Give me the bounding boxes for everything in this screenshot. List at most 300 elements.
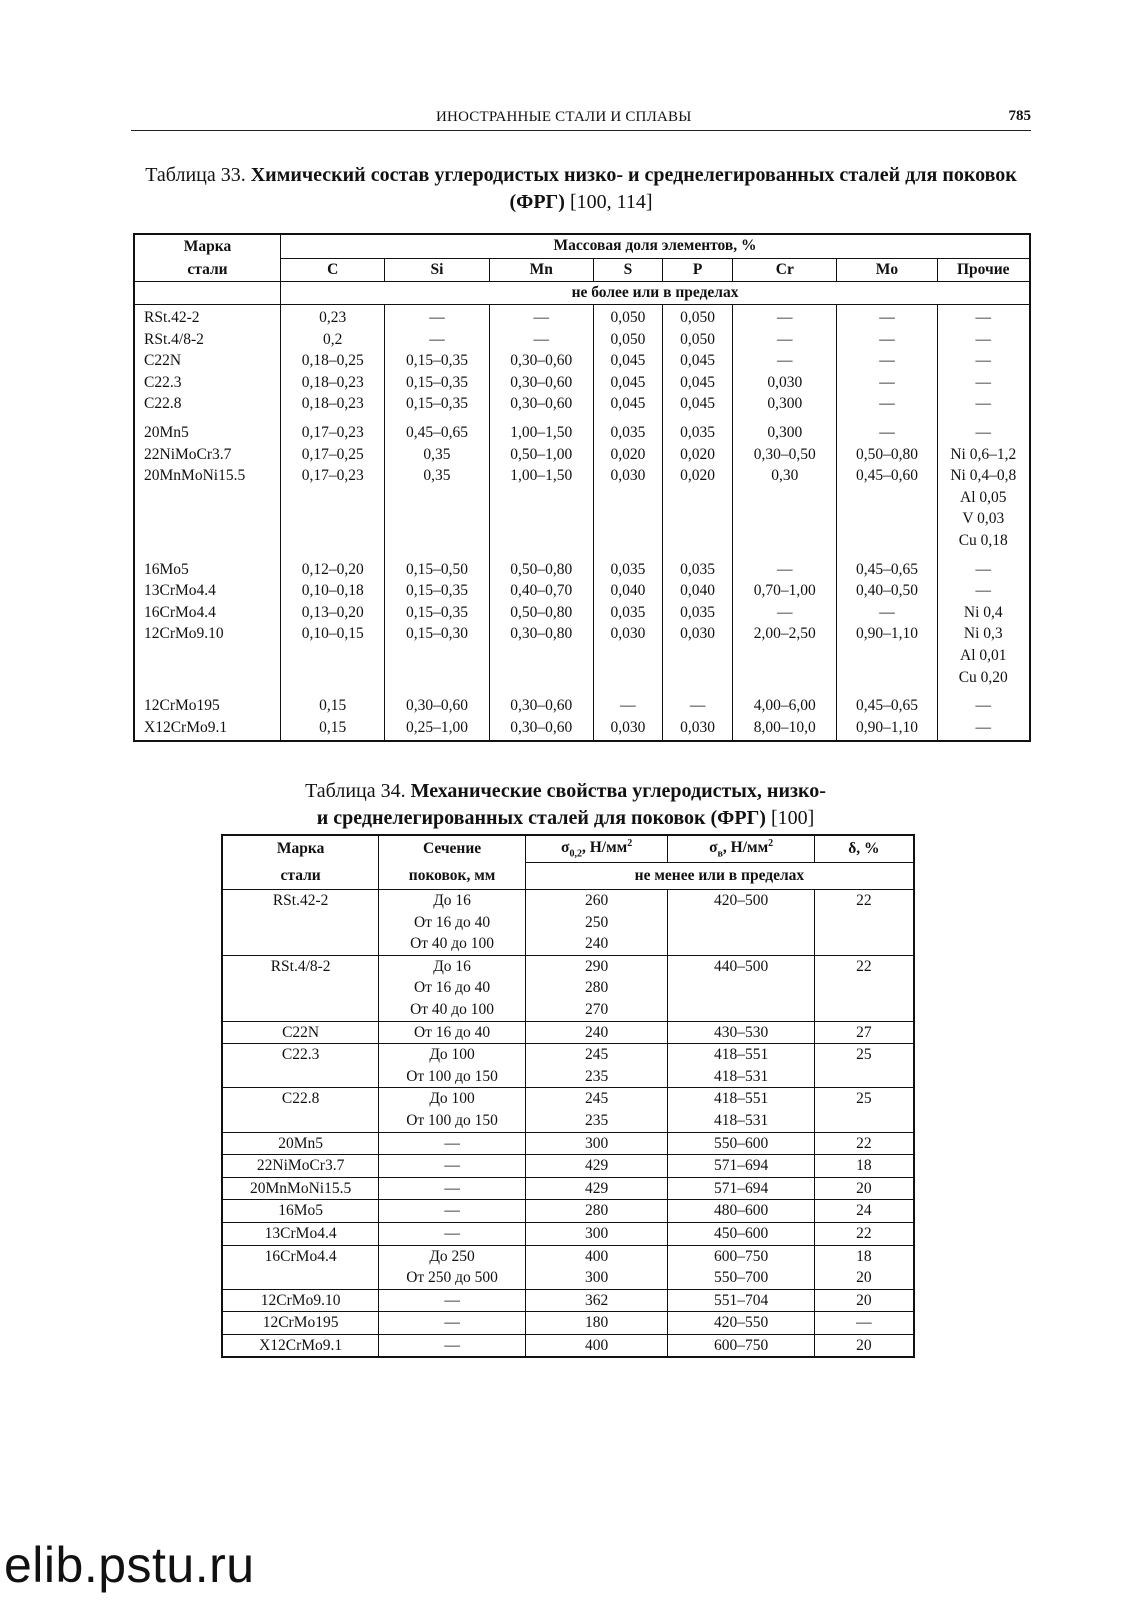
cell-line: 240 — [584, 935, 609, 953]
cell-line: 0,50–0,80 — [510, 560, 573, 578]
cell-section — [379, 1177, 526, 1200]
cell-grade — [134, 554, 281, 691]
cell-line: 16CrMo4.4 — [144, 603, 216, 621]
cell-line: 0,030 — [767, 373, 803, 391]
cell-line — [144, 508, 280, 530]
cell-line: 0,17–0,23 — [301, 423, 364, 441]
cell-line: Ni 0,4–0,8 — [950, 467, 1017, 485]
cell-cr — [733, 305, 837, 417]
cell-c — [281, 690, 385, 741]
cell-grade: X12CrMo9.1 — [222, 1334, 379, 1357]
cell-s02 — [525, 890, 667, 956]
cell-line: 0,30 — [771, 467, 799, 485]
caption-title-line1: Механические свойства углеродистых, низко- — [410, 780, 826, 802]
cell-sb — [668, 1289, 814, 1312]
caption-reference: [100] — [770, 807, 815, 829]
cell-line: 22 — [856, 1134, 872, 1152]
cell-grade: C22.8 — [222, 1088, 379, 1132]
cell-line: 0,035 — [610, 603, 646, 621]
tensile-strength-header — [668, 835, 814, 863]
cell-line — [385, 487, 488, 509]
grade-header: Марка — [222, 835, 379, 863]
cell-line: 0,10–0,18 — [301, 582, 364, 600]
table-row — [222, 1245, 914, 1289]
cell-line: 0,030 — [610, 467, 646, 485]
table-row — [222, 1021, 914, 1044]
cell-line: — — [975, 395, 992, 413]
cell-line: 0,030 — [680, 718, 716, 736]
cell-line — [837, 487, 936, 509]
cell-s02 — [525, 1245, 667, 1289]
cell-line: — — [879, 373, 895, 391]
cell-line: 280 — [584, 979, 609, 997]
element-column-header: Mn — [489, 258, 593, 282]
cell-delta — [814, 1334, 914, 1357]
table-33-caption — [131, 162, 1031, 216]
cell-line: 0,50–0,80 — [510, 603, 573, 621]
cell-line: — — [975, 718, 992, 736]
cell-line: 4,00–6,00 — [753, 697, 816, 715]
cell-line — [663, 508, 732, 530]
cell-s — [593, 690, 662, 741]
cell-section — [379, 1088, 526, 1132]
cell-line: 18 — [856, 1157, 872, 1175]
cell-line — [594, 645, 662, 667]
cell-line — [594, 667, 662, 689]
cell-line: 0,30–0,60 — [510, 395, 573, 413]
cell-line: От 100 до 150 — [406, 1067, 498, 1085]
cell-line: 18 — [856, 1247, 872, 1265]
cell-line: 550–700 — [713, 1269, 769, 1287]
element-column-header: Cr — [733, 258, 837, 282]
cell-line: До 100 — [429, 1046, 475, 1064]
cell-section — [379, 1200, 526, 1223]
element-column-header: P — [662, 258, 732, 282]
cell-s02 — [525, 1312, 667, 1335]
cell-section — [379, 1245, 526, 1289]
cell-delta — [814, 1155, 914, 1178]
cell-line — [281, 645, 384, 667]
cell-line: 0,23 — [319, 309, 347, 326]
table-row — [222, 1132, 914, 1155]
cell-line: От 40 до 100 — [410, 1000, 495, 1018]
cell-s02 — [525, 1088, 667, 1132]
mechanical-properties-table — [221, 834, 915, 1358]
cell-s — [593, 554, 662, 691]
cell-line: — — [444, 1224, 460, 1242]
cell-line: 22 — [856, 1224, 872, 1242]
cell-mn — [489, 554, 593, 691]
cell-line: 0,045 — [680, 352, 716, 370]
table-row — [222, 1334, 914, 1357]
cell-mn — [489, 690, 593, 741]
cell-line: 0,035 — [610, 423, 646, 441]
cell-line: Cu 0,20 — [958, 668, 1008, 686]
cell-line: 0,30–0,80 — [510, 625, 573, 643]
cell-line: 0,50–1,00 — [510, 445, 573, 463]
cell-line: 300 — [584, 1224, 609, 1242]
cell-line — [490, 645, 593, 667]
unit-superscript: 2 — [627, 838, 633, 850]
cell-line: 400 — [584, 1247, 609, 1265]
cell-line: — — [975, 582, 992, 600]
cell-line: Al 0,05 — [960, 488, 1007, 506]
mass-fraction-header: Массовая доля элементов, % — [281, 234, 1030, 258]
cell-line: 0,035 — [680, 560, 716, 578]
cell-delta — [814, 1222, 914, 1245]
cell-line: 20 — [856, 1179, 872, 1197]
cell-line: 0,50–0,80 — [855, 445, 918, 463]
cell-line: 0,050 — [680, 330, 716, 348]
cell-sb — [668, 1200, 814, 1223]
cell-line — [733, 487, 836, 509]
cell-delta — [814, 1088, 914, 1132]
cell-line — [385, 667, 488, 689]
watermark: elib.pstu.ru — [4, 1537, 255, 1593]
cell-line: 0,45–0,65 — [855, 697, 918, 715]
cell-c — [281, 554, 385, 691]
cell-line: 0,15–0,35 — [405, 582, 468, 600]
cell-s — [593, 417, 662, 554]
cell-line: — — [879, 395, 895, 413]
table-row — [222, 1222, 914, 1245]
cell-line: 0,30–0,60 — [510, 718, 573, 736]
cell-line: — — [444, 1202, 460, 1220]
cell-delta — [814, 1021, 914, 1044]
cell-si — [385, 554, 489, 691]
cell-line: 180 — [584, 1314, 609, 1332]
cell-line: 270 — [584, 1000, 609, 1018]
cell-grade — [134, 305, 281, 417]
cell-line: — — [879, 352, 895, 370]
cell-line — [594, 508, 662, 530]
cell-line: 24 — [856, 1202, 872, 1220]
cell-line — [144, 645, 280, 667]
limits-header: не более или в пределах — [281, 282, 1030, 305]
table-row — [222, 1155, 914, 1178]
cell-line: 0,15–0,50 — [405, 560, 468, 578]
cell-si — [385, 690, 489, 741]
cell-si — [385, 305, 489, 417]
cell-line: 25 — [856, 1046, 872, 1064]
cell-grade — [134, 690, 281, 741]
cell-line: — — [444, 1179, 460, 1197]
cell-line: От 16 до 40 — [413, 913, 491, 931]
cell-line: 0,15 — [319, 718, 347, 736]
cell-delta — [814, 1245, 914, 1289]
cell-delta — [814, 955, 914, 1021]
cell-line: 0,040 — [610, 582, 646, 600]
caption-title: Химический состав углеродистых низко- и среднелегированных сталей для поковок (ФРГ) — [250, 164, 1017, 213]
cell-line: — — [879, 309, 895, 326]
cell-line: 235 — [584, 1067, 609, 1085]
cell-line: 290 — [584, 957, 609, 975]
cell-mo — [837, 417, 937, 554]
cell-section — [379, 1222, 526, 1245]
cell-s02 — [525, 1334, 667, 1357]
cell-line: 8,00–10,0 — [753, 718, 816, 736]
cell-line: До 16 — [433, 892, 471, 909]
sigma-symbol: σ — [561, 839, 570, 857]
cell-line: 571–694 — [713, 1179, 769, 1197]
table-row — [222, 890, 914, 956]
cell-s02 — [525, 1044, 667, 1088]
cell-grade: 12CrMo9.10 — [222, 1289, 379, 1312]
cell-line: От 250 до 500 — [406, 1269, 498, 1287]
cell-line: — — [975, 560, 992, 578]
cell-grade: 12CrMo195 — [222, 1312, 379, 1335]
cell-section — [379, 1044, 526, 1088]
cell-line: — — [975, 330, 992, 348]
cell-grade: C22.3 — [222, 1044, 379, 1088]
unit-label: , Н/мм — [722, 839, 769, 857]
cell-line: 0,40–0,50 — [855, 582, 918, 600]
cell-line: 22NiMoCr3.7 — [144, 445, 232, 463]
cell-line: От 100 до 150 — [406, 1111, 498, 1129]
cell-line: C22.8 — [144, 395, 182, 413]
cell-cr — [733, 690, 837, 741]
cell-grade: 16CrMo4.4 — [222, 1245, 379, 1289]
cell-line — [490, 508, 593, 530]
cell-line: 0,15–0,35 — [405, 373, 468, 391]
cell-line: 0,300 — [767, 423, 803, 441]
cell-line: 0,035 — [610, 560, 646, 578]
cell-line: — — [975, 697, 992, 715]
cell-delta — [814, 1200, 914, 1223]
cell-line — [490, 667, 593, 689]
cell-delta — [814, 1289, 914, 1312]
cell-grade — [134, 417, 281, 554]
unit-label: , Н/мм — [581, 839, 628, 857]
cell-line: 245 — [584, 1090, 609, 1108]
cell-line — [281, 508, 384, 530]
cell-grade: RSt.4/8-2 — [222, 955, 379, 1021]
cell-sb — [668, 1155, 814, 1178]
cell-line: — — [777, 330, 793, 348]
cell-line: 600–750 — [713, 1247, 769, 1265]
cell-other — [937, 690, 1030, 741]
cell-sb — [668, 1334, 814, 1357]
cell-line — [281, 530, 384, 552]
element-column-header: Si — [385, 258, 489, 282]
cell-line: — — [879, 603, 895, 621]
cell-line: 0,050 — [680, 309, 716, 326]
cell-line: 0,020 — [610, 445, 646, 463]
cell-line: 245 — [584, 1046, 609, 1064]
cell-line: 0,2 — [323, 330, 343, 348]
cell-grade: 13CrMo4.4 — [222, 1222, 379, 1245]
cell-line: 0,030 — [680, 625, 716, 643]
cell-line — [837, 667, 936, 689]
cell-line: 418–551 — [713, 1090, 769, 1108]
cell-line: 1,00–1,50 — [510, 423, 573, 441]
cell-line: — — [533, 309, 549, 326]
cell-line: — — [429, 309, 445, 326]
cell-section — [379, 955, 526, 1021]
cell-line: — — [777, 352, 793, 370]
cell-line: 0,17–0,23 — [301, 467, 364, 485]
section-header-bottom: поковок, мм — [379, 863, 526, 890]
cell-line: 0,045 — [680, 373, 716, 391]
cell-section — [379, 1155, 526, 1178]
cell-line — [594, 487, 662, 509]
chemical-composition-table — [133, 233, 1031, 742]
yield-strength-header — [525, 835, 667, 863]
page-number: 785 — [1008, 108, 1031, 124]
cell-line — [594, 530, 662, 552]
cell-sb — [668, 1312, 814, 1335]
cell-line — [733, 667, 836, 689]
cell-mo — [837, 690, 937, 741]
cell-cr — [733, 417, 837, 554]
cell-line: 418–551 — [713, 1046, 769, 1064]
cell-p — [662, 305, 732, 417]
cell-line: — — [444, 1291, 460, 1309]
element-column-header: Прочие — [937, 258, 1030, 282]
cell-line: — — [620, 697, 636, 715]
cell-sb — [668, 1088, 814, 1132]
cell-sb — [668, 1177, 814, 1200]
table-row — [222, 1200, 914, 1223]
cell-line: — — [444, 1336, 460, 1354]
table-row — [222, 1312, 914, 1335]
cell-line: До 250 — [429, 1247, 475, 1265]
cell-line: 550–600 — [713, 1134, 769, 1152]
cell-line: 0,045 — [610, 395, 646, 413]
cell-p — [662, 417, 732, 554]
cell-line: 418–531 — [713, 1067, 769, 1085]
cell-p — [662, 554, 732, 691]
cell-line: C22N — [144, 352, 182, 370]
cell-line — [385, 530, 488, 552]
cell-sb — [668, 955, 814, 1021]
table-row — [222, 1088, 914, 1132]
cell-line: 0,035 — [680, 423, 716, 441]
cell-line — [144, 530, 280, 552]
cell-line — [385, 508, 488, 530]
cell-cr — [733, 554, 837, 691]
cell-line: 25 — [856, 1090, 872, 1108]
sigma-subscript: в — [717, 848, 723, 860]
cell-line: 551–704 — [713, 1291, 769, 1309]
cell-line: 2,00–2,50 — [753, 625, 816, 643]
cell-line: 12CrMo9.10 — [144, 625, 224, 643]
cell-s02 — [525, 955, 667, 1021]
cell-line: 27 — [856, 1023, 872, 1041]
cell-line: 20MnMoNi15.5 — [144, 467, 246, 485]
cell-c — [281, 305, 385, 417]
cell-line: — — [429, 330, 445, 348]
cell-line: До 100 — [429, 1090, 475, 1108]
cell-line: C22.3 — [144, 373, 182, 391]
cell-line: 0,020 — [680, 445, 716, 463]
cell-line: Ni 0,6–1,2 — [950, 445, 1017, 463]
cell-line: 0,45–0,60 — [855, 467, 918, 485]
cell-mo — [837, 554, 937, 691]
cell-line: Al 0,01 — [960, 646, 1007, 664]
cell-section — [379, 1334, 526, 1357]
table-row — [222, 1177, 914, 1200]
element-column-header: C — [281, 258, 385, 282]
cell-line: 0,030 — [610, 625, 646, 643]
cell-line: 20 — [856, 1269, 872, 1287]
cell-line — [490, 487, 593, 509]
cell-line: 0,13–0,20 — [301, 603, 364, 621]
cell-line: 430–530 — [713, 1023, 769, 1041]
cell-line: 0,70–1,00 — [753, 582, 816, 600]
cell-mn — [489, 305, 593, 417]
cell-s02 — [525, 1222, 667, 1245]
cell-line: 0,30–0,60 — [510, 697, 573, 715]
cell-line: 0,30–0,60 — [510, 352, 573, 370]
cell-line: 418–531 — [713, 1111, 769, 1129]
cell-s02 — [525, 1177, 667, 1200]
cell-line: 300 — [584, 1134, 609, 1152]
cell-sb — [668, 1222, 814, 1245]
section-header: Сечение — [379, 835, 526, 863]
caption-prefix: Таблица 33. — [145, 164, 246, 186]
cell-line: 0,300 — [767, 395, 803, 413]
cell-line: 0,15–0,35 — [405, 603, 468, 621]
cell-line — [733, 645, 836, 667]
cell-line: 420–550 — [713, 1314, 769, 1332]
cell-grade: 16Mo5 — [222, 1200, 379, 1223]
cell-line: От 40 до 100 — [410, 935, 495, 953]
cell-line: — — [975, 352, 992, 370]
grade-header-bottom: стали — [222, 863, 379, 890]
cell-line — [733, 530, 836, 552]
cell-sb — [668, 1021, 814, 1044]
cell-line: — — [533, 330, 549, 348]
cell-line: 0,045 — [680, 395, 716, 413]
cell-line: 16Mo5 — [144, 560, 189, 578]
cell-mo — [837, 305, 937, 417]
cell-line — [144, 667, 280, 689]
cell-line: 1,00–1,50 — [510, 467, 573, 485]
cell-line: 0,12–0,20 — [301, 560, 364, 578]
cell-line: RSt.42-2 — [144, 309, 200, 326]
grade-header — [134, 234, 281, 282]
cell-line: 22 — [856, 957, 872, 975]
cell-line: 571–694 — [713, 1157, 769, 1175]
caption-title-line2: и среднелегированных сталей для поковок (ФРГ) — [316, 807, 766, 829]
elongation-header: δ, % — [814, 835, 914, 863]
cell-line: 0,18–0,23 — [301, 395, 364, 413]
cell-line: 429 — [584, 1157, 609, 1175]
cell-p — [662, 690, 732, 741]
cell-line: — — [444, 1314, 460, 1332]
cell-line: Ni 0,4 — [963, 603, 1003, 621]
cell-sb — [668, 1245, 814, 1289]
cell-line: 0,045 — [610, 352, 646, 370]
cell-s02 — [525, 1200, 667, 1223]
cell-line: 450–600 — [713, 1224, 769, 1242]
sigma-subscript: 0,2 — [569, 848, 582, 860]
cell-line: 0,10–0,15 — [301, 625, 364, 643]
cell-line: 440–500 — [713, 957, 769, 975]
cell-sb — [668, 1044, 814, 1088]
unit-superscript: 2 — [768, 838, 774, 850]
cell-s — [593, 305, 662, 417]
cell-line: 0,050 — [610, 330, 646, 348]
cell-line: 0,25–1,00 — [405, 718, 468, 736]
cell-delta — [814, 1177, 914, 1200]
cell-line — [490, 530, 593, 552]
cell-line: 0,45–0,65 — [405, 423, 468, 441]
element-column-header: S — [593, 258, 662, 282]
running-title: ИНОСТРАННЫЕ СТАЛИ И СПЛАВЫ — [436, 109, 692, 125]
cell-line: 480–600 — [713, 1202, 769, 1220]
